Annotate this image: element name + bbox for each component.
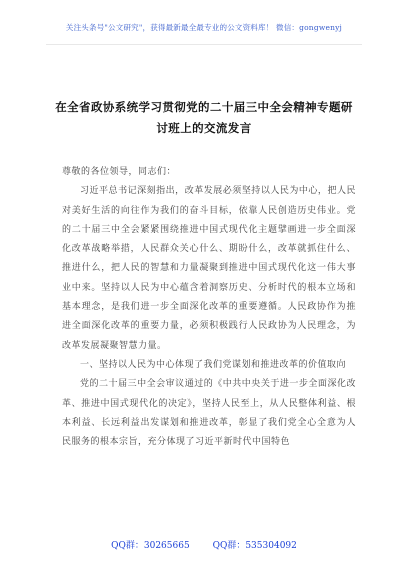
footer-qq-group-1: QQ群：30265665 — [111, 541, 190, 551]
document-title-line1: 在全省政协系统学习贯彻党的二十届三中全会精神专题研 — [55, 100, 353, 114]
footer-qq-group-2: QQ群：535304092 — [212, 541, 297, 551]
document-body — [62, 163, 356, 452]
document-title-line2: 讨班上的交流发言 — [156, 121, 252, 135]
salutation: 尊敬的各位领导，同志们： — [62, 167, 177, 177]
section-heading-1: 一、坚持以人民为中心体现了我们党谋划和推进改革的价值取向 — [80, 359, 347, 370]
paragraph-intro: 习近平总书记深刻指出，改革发展必须坚持以人民为中心，把人民对美好生活的向往作为我们的奋斗目标，依靠人民创造历史伟业。党的二十届三中全会紧紧围绕推进中国式现代化主题擘画进一步全面深化改革战略举措，人民群众关心什么、期盼什么，改革就抓住什么、推进什么，把人民的智慧和力量凝聚到推进中国式现代化这一伟大事业中来。坚持以人民为中心蕴含着洞察历史、分析时代的根本立场和基本理念，是我们进一步全面深化改革的重要遵循。人民政协作为推进全面深化改革的重要力量，必须积极践行人民政协为人民理念，为改革发展凝聚智慧力量。 — [62, 186, 356, 351]
header-banner: 关注头条号"公文研究"，获得最新最全最专业的公文资料库！ 微信：gongwenyj — [65, 23, 343, 32]
paragraph-section-1: 党的二十届三中全会审议通过的《中共中央关于进一步全面深化改革、推进中国式现代化的决定》，坚持人民至上，从人民整体利益、根本利益、长远利益出发谋划和推进改革，彰显了我们党全心全意为人民服务的根本宗旨，充分体现了习近平新时代中国特色 — [62, 379, 356, 448]
header-divider — [46, 44, 362, 45]
footer-contacts — [0, 538, 408, 551]
